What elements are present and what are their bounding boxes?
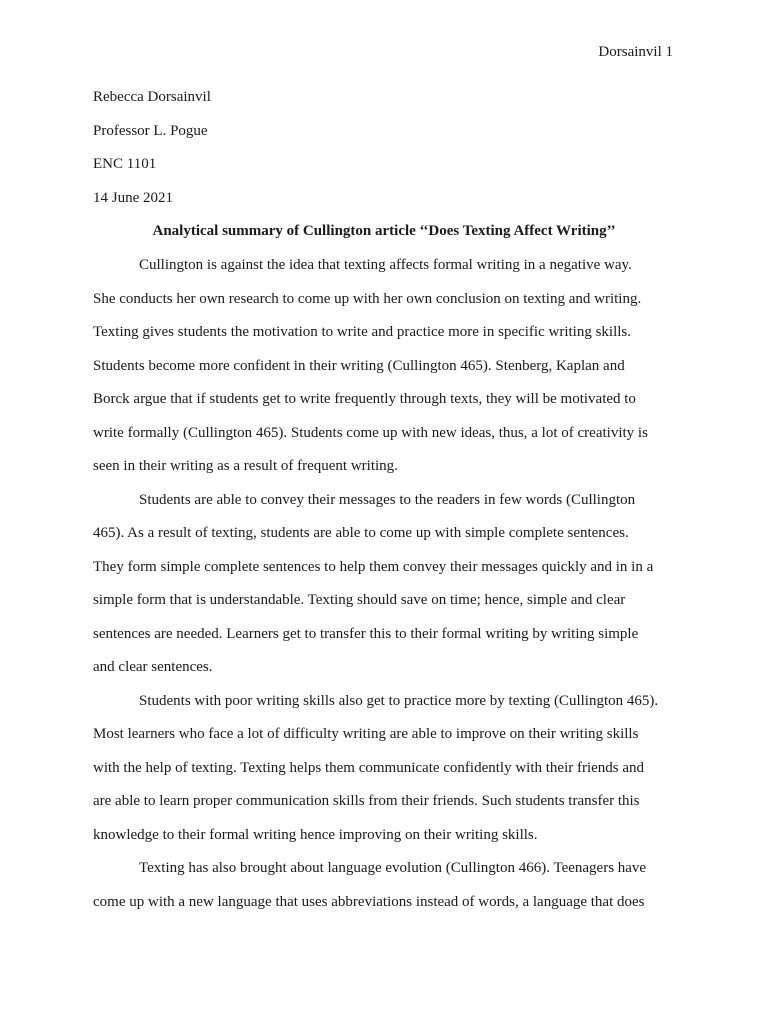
- paragraph-line: Students are able to convey their messages to the readers in few words (Cullington: [139, 491, 636, 508]
- paragraph: [93, 491, 678, 692]
- paragraph-line: 465). As a result of texting, students are able to come up with simple complete sentences.: [93, 525, 629, 541]
- paragraph: [93, 256, 678, 491]
- paragraph-line: are able to learn proper communication skills from their friends. Such students transfer this: [93, 793, 640, 809]
- mla-header: [93, 88, 211, 222]
- professor-name: Professor L. Pogue: [93, 122, 208, 139]
- paragraph-line: simple form that is understandable. Texting should save on time; hence, simple and clear: [93, 592, 626, 608]
- paragraph: [93, 859, 678, 926]
- author-name: Rebecca Dorsainvil: [93, 89, 211, 105]
- paragraph-line: seen in their writing as a result of frequent writing.: [93, 458, 398, 474]
- course-code: ENC 1101: [93, 156, 157, 172]
- paragraph: [93, 692, 678, 860]
- paragraph-line: with the help of texting. Texting helps them communicate confidently with their friends and: [93, 759, 645, 776]
- paragraph-line: Texting has also brought about language evolution (Cullington 466). Teenagers have: [139, 860, 647, 876]
- paragraph-line: and clear sentences.: [93, 659, 213, 675]
- paragraph-line: come up with a new language that uses abbreviations instead of words, a language that does: [93, 893, 645, 910]
- essay-body: [93, 256, 678, 926]
- paragraph-line: knowledge to their formal writing hence improving on their writing skills.: [93, 826, 538, 843]
- essay-date: 14 June 2021: [93, 189, 173, 206]
- paragraph-line: Students become more confident in their writing (Cullington 465). Stenberg, Kaplan and: [93, 357, 625, 374]
- paragraph-line: Cullington is against the idea that texting affects formal writing in a negative way.: [139, 257, 632, 273]
- paragraph-line: Borck argue that if students get to write frequently through texts, they will be motivated to: [93, 391, 636, 407]
- essay-title: Analytical summary of Cullington article ‘‘Does Texting Affect Writing’’: [152, 223, 616, 239]
- running-head: Dorsainvil 1: [598, 44, 673, 60]
- paragraph-line: sentences are needed. Learners get to transfer this to their formal writing by writing simple: [93, 625, 639, 642]
- paragraph-line: Students with poor writing skills also get to practice more by texting (Cullington 465).: [139, 692, 659, 709]
- paragraph-line: Texting gives students the motivation to write and practice more in specific writing skills.: [93, 324, 632, 340]
- paragraph-line: She conducts her own research to come up with her own conclusion on texting and writing.: [93, 290, 642, 307]
- paragraph-line: They form simple complete sentences to help them convey their messages quickly and in in a: [93, 558, 654, 575]
- paragraph-line: Most learners who face a lot of difficulty writing are able to improve on their writing skills: [93, 726, 639, 742]
- paragraph-line: write formally (Cullington 465). Students come up with new ideas, thus, a lot of creativity is: [93, 424, 648, 441]
